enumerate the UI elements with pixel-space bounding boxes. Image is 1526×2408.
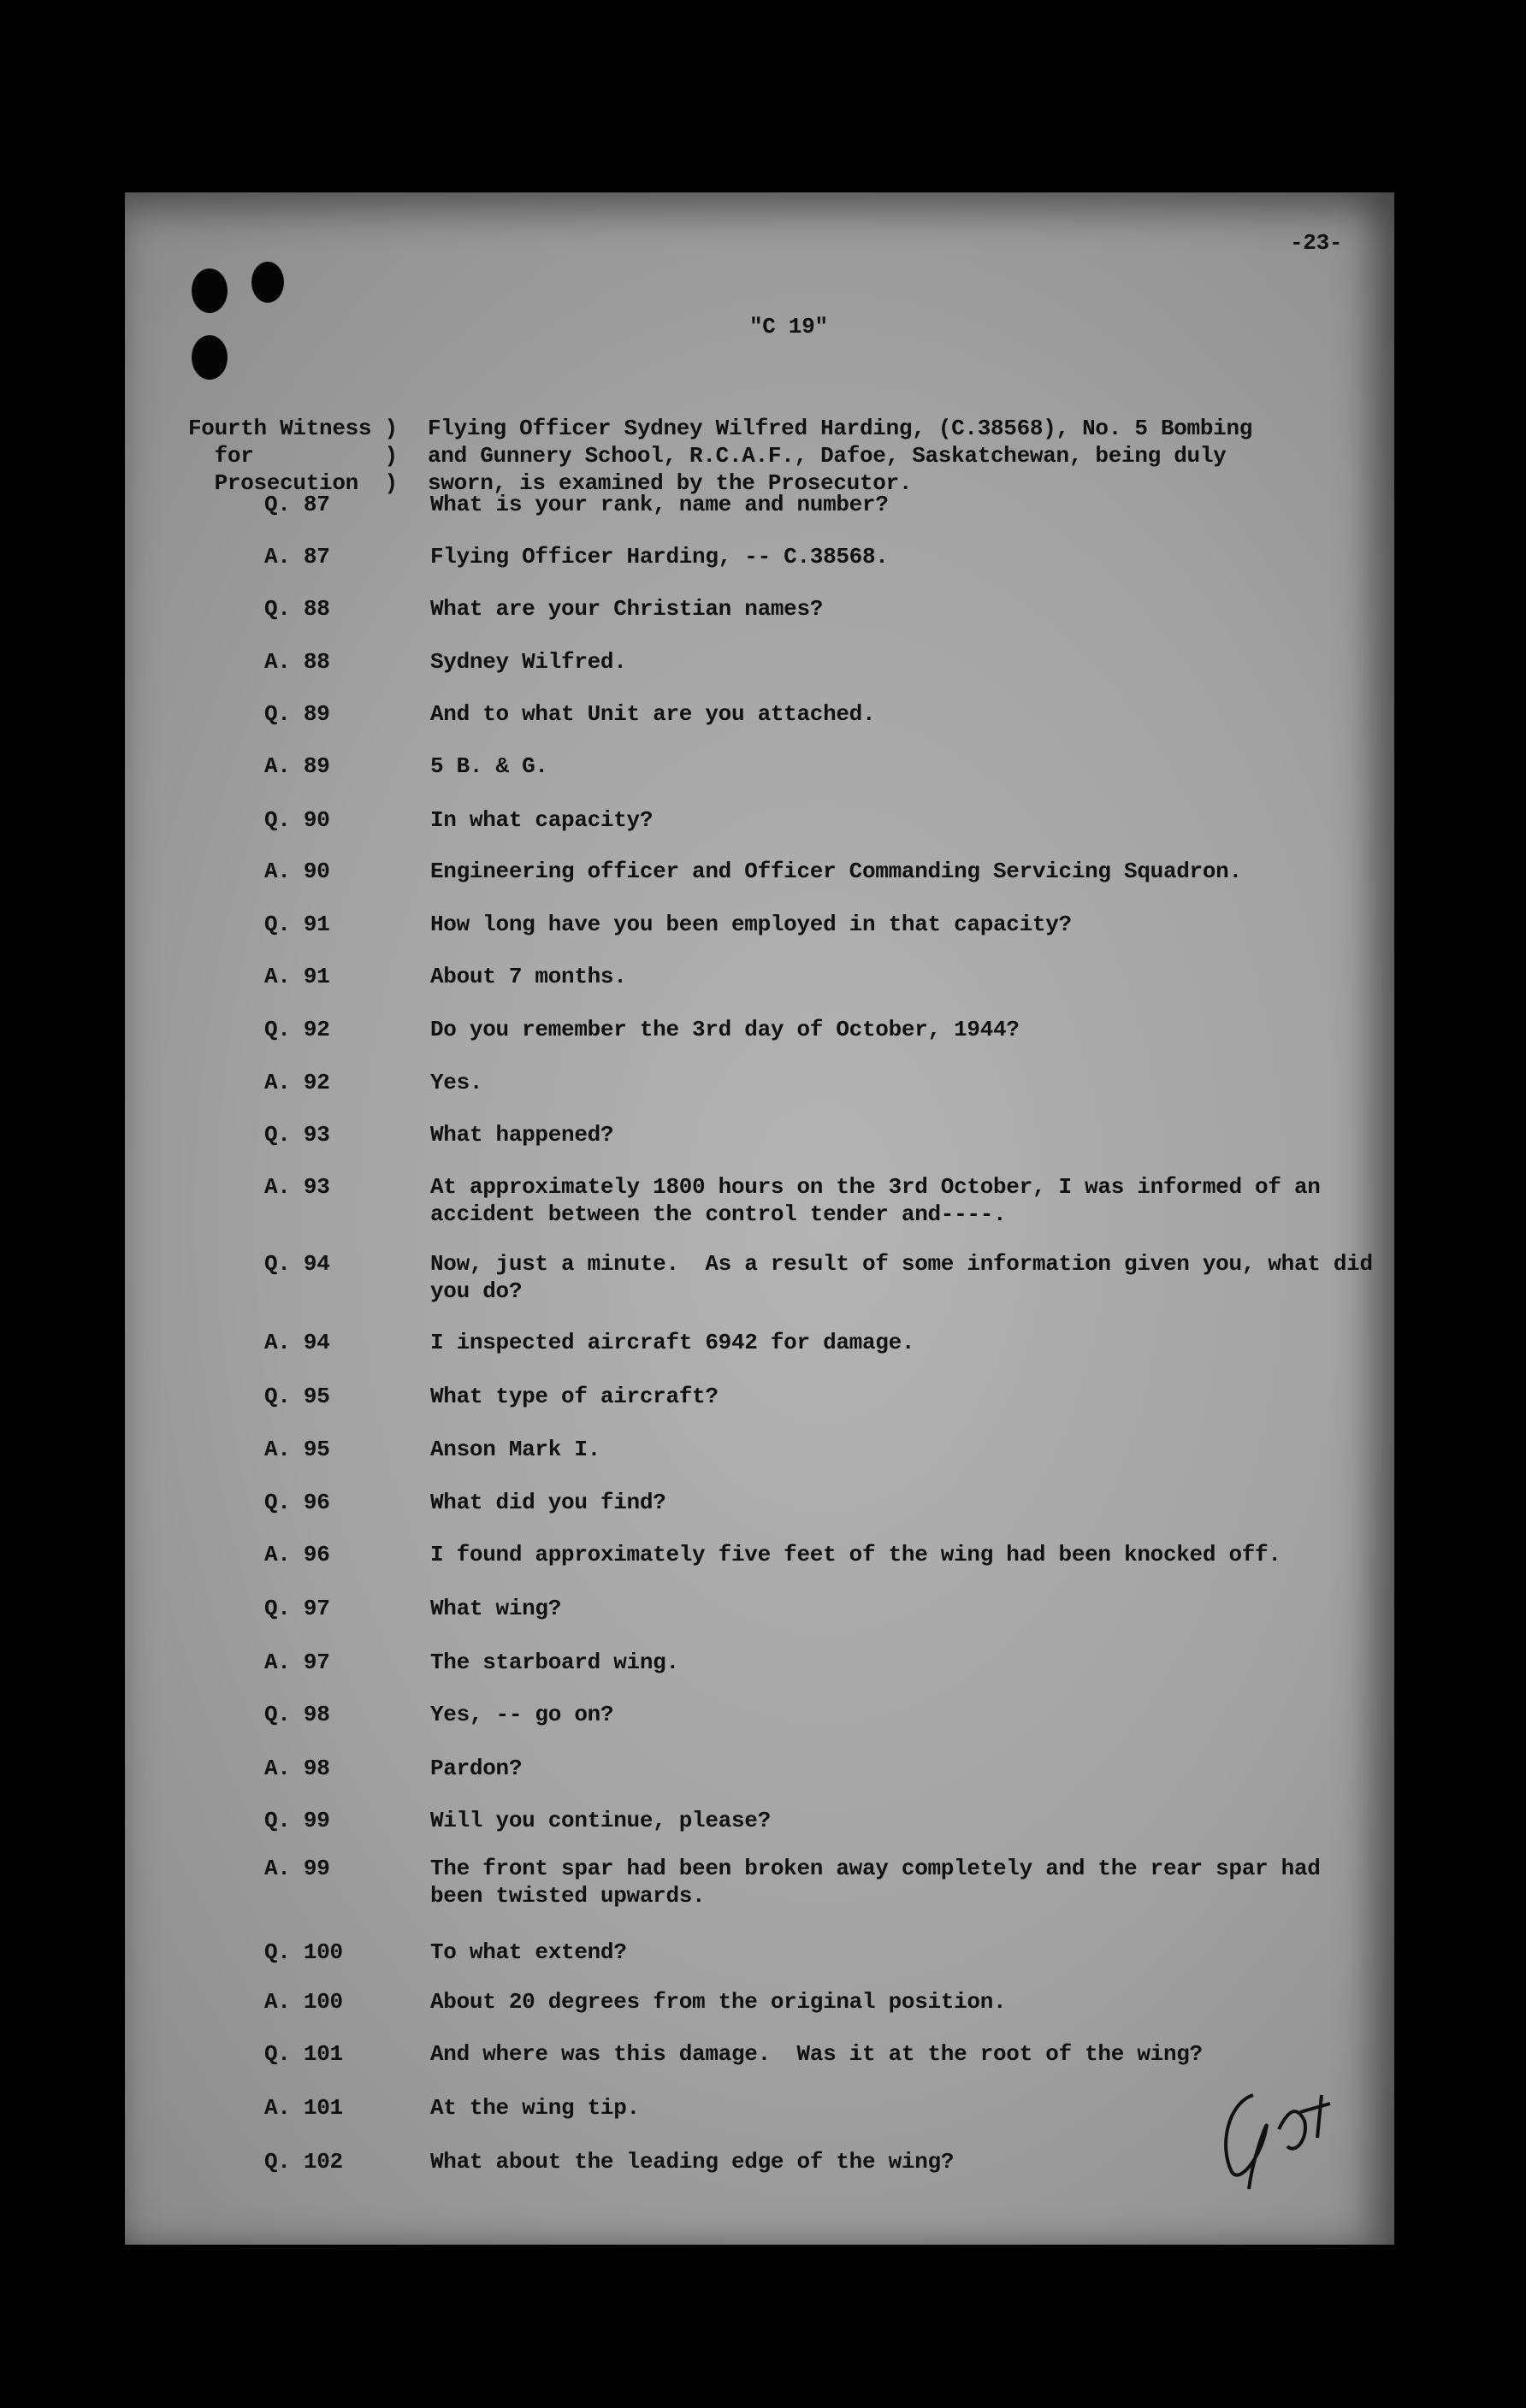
row-text: In what capacity? <box>430 807 654 833</box>
row-text: accident between the control tender and----. <box>430 1201 1007 1227</box>
row-label: A. 89 <box>264 753 330 779</box>
row-text: been twisted upwards. <box>430 1883 706 1909</box>
row-text: Now, just a minute. As a result of some information given you, what did <box>430 1251 1373 1277</box>
row-label: Q. 88 <box>264 596 330 622</box>
witness-description <box>428 387 1252 497</box>
row-text: What are your Christian names? <box>430 596 824 622</box>
row-text: Yes, -- go on? <box>430 1702 614 1727</box>
row-text: And where was this damage. Was it at the root of the wing? <box>430 2041 1203 2067</box>
row-text: Pardon? <box>430 1756 523 1781</box>
witness-line: and Gunnery School, R.C.A.F., Dafoe, Saskatchewan, being duly <box>428 443 1227 469</box>
punch-hole <box>251 262 284 303</box>
row-text: How long have you been employed in that capacity? <box>430 912 1072 937</box>
signature-initials <box>1202 2078 1347 2198</box>
witness-line: Flying Officer Sydney Wilfred Harding, (C.38568), No. 5 Bombing <box>428 416 1253 441</box>
row-text: you do? <box>430 1278 523 1304</box>
row-label: A. 101 <box>264 2095 343 2121</box>
row-label: Q. 98 <box>264 1702 330 1727</box>
row-label: Q. 100 <box>264 1939 343 1965</box>
row-text: The starboard wing. <box>430 1650 679 1675</box>
row-label: Q. 89 <box>264 701 330 727</box>
row-label: A. 94 <box>264 1330 330 1355</box>
row-text: At approximately 1800 hours on the 3rd October, I was informed of an <box>430 1174 1321 1200</box>
row-text: What type of aircraft? <box>430 1384 719 1409</box>
row-label: A. 99 <box>264 1856 330 1881</box>
row-label: Q. 93 <box>264 1122 330 1148</box>
row-label: Q. 99 <box>264 1808 330 1833</box>
row-label: Q. 96 <box>264 1490 330 1515</box>
row-text: Sydney Wilfred. <box>430 649 627 675</box>
row-text: Will you continue, please? <box>430 1808 771 1833</box>
row-label: Q. 102 <box>264 2149 343 2175</box>
row-text: Engineering officer and Officer Commanding Servicing Squadron. <box>430 859 1242 884</box>
row-label: Q. 90 <box>264 807 330 833</box>
row-text: What did you find? <box>430 1490 666 1515</box>
row-label: Q. 92 <box>264 1017 330 1042</box>
row-label: A. 93 <box>264 1174 330 1200</box>
row-text: I inspected aircraft 6942 for damage. <box>430 1330 915 1355</box>
row-label: A. 100 <box>264 1989 343 2015</box>
row-label: A. 88 <box>264 649 330 675</box>
row-text: At the wing tip. <box>430 2095 640 2121</box>
row-label: A. 97 <box>264 1650 330 1675</box>
row-text: About 20 degrees from the original position. <box>430 1989 1007 2015</box>
row-label: Q. 101 <box>264 2041 343 2067</box>
row-text: What about the leading edge of the wing? <box>430 2149 955 2175</box>
page-number: -23- <box>1290 230 1343 256</box>
punch-hole <box>192 335 228 380</box>
row-text: Do you remember the 3rd day of October, 1944? <box>430 1017 1020 1042</box>
row-text: About 7 months. <box>430 964 627 989</box>
row-label: Q. 94 <box>264 1251 330 1277</box>
row-text: What happened? <box>430 1122 614 1148</box>
punch-hole <box>192 269 228 313</box>
row-label: Q. 87 <box>264 492 330 517</box>
row-label: Q. 95 <box>264 1384 330 1409</box>
witness-label <box>188 387 398 497</box>
row-label: A. 90 <box>264 859 330 884</box>
row-text: To what extend? <box>430 1939 627 1965</box>
row-label: A. 92 <box>264 1070 330 1095</box>
row-label: Q. 97 <box>264 1596 330 1621</box>
row-text: 5 B. & G. <box>430 753 548 779</box>
exhibit-title: "C 19" <box>749 314 828 339</box>
row-label: A. 91 <box>264 964 330 989</box>
row-text: I found approximately five feet of the wing had been knocked off. <box>430 1542 1281 1567</box>
row-text: And to what Unit are you attached. <box>430 701 876 727</box>
row-label: A. 96 <box>264 1542 330 1567</box>
row-label: A. 95 <box>264 1437 330 1462</box>
witness-label-line: for ) <box>214 443 398 469</box>
row-text: Anson Mark I. <box>430 1437 600 1462</box>
witness-line: sworn, is examined by the Prosecutor. <box>428 470 913 496</box>
witness-label-line: Prosecution ) <box>214 470 398 496</box>
row-text: What wing? <box>430 1596 562 1621</box>
row-text: The front spar had been broken away completely and the rear spar had <box>430 1856 1321 1881</box>
row-text: What is your rank, name and number? <box>430 492 889 517</box>
witness-label-line: Fourth Witness ) <box>188 416 398 441</box>
row-text: Flying Officer Harding, -- C.38568. <box>430 544 889 570</box>
row-label: Q. 91 <box>264 912 330 937</box>
row-label: A. 87 <box>264 544 330 570</box>
row-text: Yes. <box>430 1070 483 1095</box>
row-label: A. 98 <box>264 1756 330 1781</box>
